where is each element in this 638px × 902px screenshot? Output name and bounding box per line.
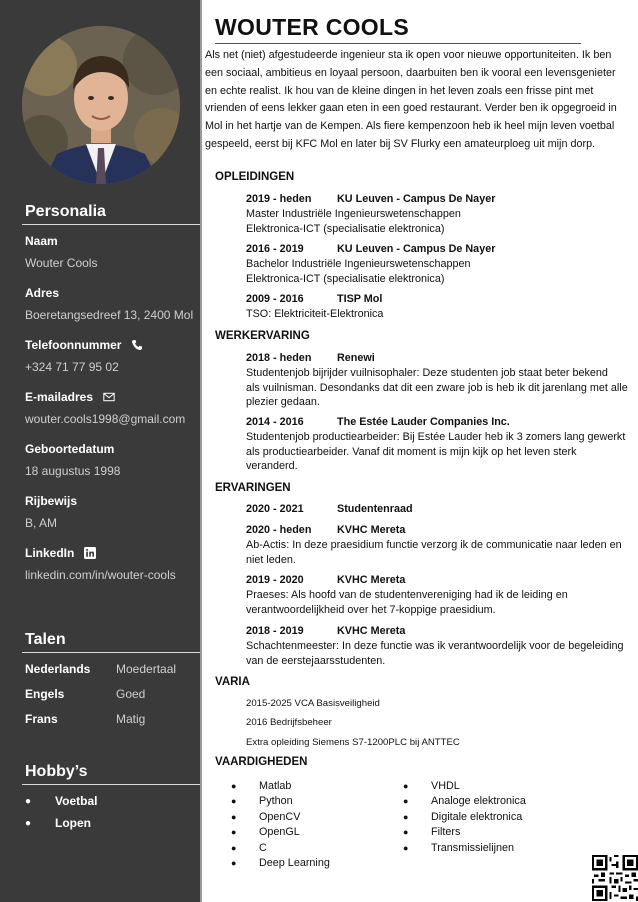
label-adres: Adres (25, 286, 60, 300)
person-name: WOUTER COOLS (215, 14, 409, 40)
name-underline (215, 43, 581, 44)
bullet-icon: ● (231, 796, 237, 806)
skill-item: ● Matlab (231, 780, 292, 792)
entry-org: Renewi (337, 352, 375, 364)
phone-icon (131, 339, 143, 351)
sidebar (0, 0, 200, 902)
qr-code-icon[interactable] (592, 855, 638, 901)
vaardigheden-heading: VAARDIGHEDEN (215, 756, 308, 768)
bullet-icon: ● (25, 817, 32, 829)
hobby-item: ● Voetbal (25, 794, 98, 808)
intro-paragraph: Als net (niet) afgestudeerde ingenieur sta ik open voor nieuwe opportuniteiten. Ik ben een sociaal, ambitieus en loyaal persoon, daarbuiten ben ik vooral een levensgenieter en echte realist. Ik hou van de kleine dingen in het leven zoals een frisse pint met vrienden of eens lekker gaan eten in een goed restaurant. Verder ben ik opgegroeid in Mol in het hartje van de Kempen. Als fiere kempenzoon heb ik heel mijn leven voetbal gespeeld, eerst bij KFC Mol en later bij SV Flurky een amateurploeg uit mijn dorp. (205, 49, 617, 150)
entry-years: 2019 - 2020 (246, 574, 304, 586)
entry-header (246, 193, 495, 205)
entry-years: 2014 - 2016 (246, 416, 304, 428)
entry-header (246, 416, 510, 428)
skill-item: ● C (231, 842, 267, 854)
language-name: Nederlands (25, 662, 91, 676)
entry-org: KVHC Mereta (337, 574, 406, 586)
entry-description: Schachtenmeester: In deze functie was ik verantwoordelijk voor de begeleiding van de eerstejaarsstudenten. (246, 640, 624, 667)
skill-item: ● Digitale elektronica (403, 811, 523, 823)
language-row (25, 687, 195, 701)
hobbys-heading: Hobby’s (25, 763, 88, 780)
entry-header (246, 352, 375, 364)
label-rijbewijs: Rijbewijs (25, 494, 78, 508)
bullet-icon: ● (231, 812, 237, 822)
entry-header (246, 625, 405, 637)
skill-item: ● OpenGL (231, 826, 300, 838)
varia-heading: VARIA (215, 676, 250, 688)
entry-years: 2009 - 2016 (246, 293, 304, 305)
language-name: Engels (25, 687, 65, 701)
value-adres: Boeretangsedreef 13, 2400 Mol (25, 308, 194, 322)
label-email: E-mailadres (25, 390, 115, 404)
skill-item: ● VHDL (403, 780, 460, 792)
entry-org: Studentenraad (337, 503, 413, 515)
label-naam: Naam (25, 234, 58, 248)
value-geboortedatum: 18 augustus 1998 (25, 464, 121, 478)
entry-years: 2019 - heden (246, 193, 312, 205)
entry-description: Master Industriële Ingenieurswetenschappen Elektronica-ICT (specialisatie elektronica) (246, 208, 461, 235)
bullet-icon: ● (403, 827, 409, 837)
entry-header (246, 503, 413, 515)
bullet-icon: ● (403, 812, 409, 822)
language-level: Matig (116, 712, 146, 726)
language-level: Moedertaal (116, 662, 177, 676)
entry-org: KVHC Mereta (337, 625, 406, 637)
entry-years: 2020 - 2021 (246, 503, 304, 515)
skill-item: ● Deep Learning (231, 857, 330, 869)
envelope-icon (103, 391, 115, 403)
bullet-icon: ● (231, 843, 237, 853)
entry-org: KU Leuven - Campus De Nayer (337, 243, 496, 255)
opleidingen-heading: OPLEIDINGEN (215, 171, 295, 183)
entry-header (246, 243, 495, 255)
personalia-heading: Personalia (25, 203, 106, 220)
entry-header (246, 293, 382, 305)
werkervaring-heading: WERKERVARING (215, 330, 310, 342)
entry-years: 2020 - heden (246, 524, 312, 536)
personalia-divider (22, 224, 200, 225)
entry-header (246, 524, 405, 536)
bullet-icon: ● (25, 795, 32, 807)
entry-description: Studentenjob bijrijder vuilnisophaler: Deze studenten job staat beter bekend als vuilnisman. Desondanks dat dit een zware job is heb ik dit jarenlang met alle plezier gedaan. (246, 367, 628, 408)
bullet-icon: ● (403, 781, 409, 791)
entry-org: KU Leuven - Campus De Nayer (337, 193, 496, 205)
entry-description: TSO: Elektriciteit-Elektronica (246, 308, 384, 320)
entry-years: 2018 - heden (246, 352, 312, 364)
entry-description: Bachelor Industriële Ingenieurswetenschappen Elektronica-ICT (specialisatie elektronica) (246, 258, 471, 285)
label-geboortedatum: Geboortedatum (25, 442, 115, 456)
varia-item: 2015-2025 VCA Basisveiligheid (246, 698, 380, 709)
varia-item: Extra opleiding Siemens S7-1200PLC bij ANTTEC (246, 737, 460, 748)
skill-item: ● Filters (403, 826, 461, 838)
value-rijbewijs: B, AM (25, 516, 58, 530)
entry-years: 2018 - 2019 (246, 625, 304, 637)
label-linkedin: LinkedIn (25, 546, 96, 560)
language-row (25, 712, 195, 726)
value-linkedin[interactable]: linkedin.com/in/wouter-cools (25, 568, 176, 582)
talen-divider (22, 652, 200, 653)
language-row (25, 662, 195, 676)
ervaringen-heading: ERVARINGEN (215, 482, 291, 494)
linkedin-icon (84, 547, 96, 559)
label-telefoon: Telefoonnummer (25, 338, 143, 352)
value-naam: Wouter Cools (25, 256, 98, 270)
profile-photo (22, 26, 180, 184)
bullet-icon: ● (403, 843, 409, 853)
varia-item: 2016 Bedrijfsbeheer (246, 717, 332, 728)
value-telefoon[interactable]: +324 71 77 95 02 (25, 360, 119, 374)
sidebar-edge (200, 0, 202, 902)
hobbys-divider (22, 784, 200, 785)
language-name: Frans (25, 712, 58, 726)
bullet-icon: ● (231, 827, 237, 837)
skill-item: ● Analoge elektronica (403, 795, 526, 807)
skill-item: ● OpenCV (231, 811, 301, 823)
bullet-icon: ● (231, 781, 237, 791)
language-level: Goed (116, 687, 146, 701)
entry-org: TISP Mol (337, 293, 383, 305)
entry-org: The Estée Lauder Companies Inc. (337, 416, 510, 428)
value-email[interactable]: wouter.cools1998@gmail.com (25, 412, 186, 426)
entry-description: Ab-Actis: In deze praesidium functie verzorg ik de communicatie naar leden en niet leden. (246, 539, 622, 566)
entry-description: Praeses: Als hoofd van de studentenvereniging had ik de leiding en verantwoordelijkheid over het 7-koppige praesidium. (246, 589, 568, 616)
entry-years: 2016 - 2019 (246, 243, 304, 255)
entry-org: KVHC Mereta (337, 524, 406, 536)
bullet-icon: ● (403, 796, 409, 806)
hobby-item: ● Lopen (25, 816, 91, 830)
bullet-icon: ● (231, 858, 237, 868)
entry-description: Studentenjob productiearbeider: Bij Estée Lauder heb ik 3 zomers lang gewerkt als productiearbeider. Vanaf dit moment is mijn kijk op het leven sterk veranderd. (246, 431, 626, 472)
skill-item: ● Python (231, 795, 293, 807)
skill-item: ● Transmissielijnen (403, 842, 515, 854)
entry-header (246, 574, 405, 586)
talen-heading: Talen (25, 631, 66, 648)
